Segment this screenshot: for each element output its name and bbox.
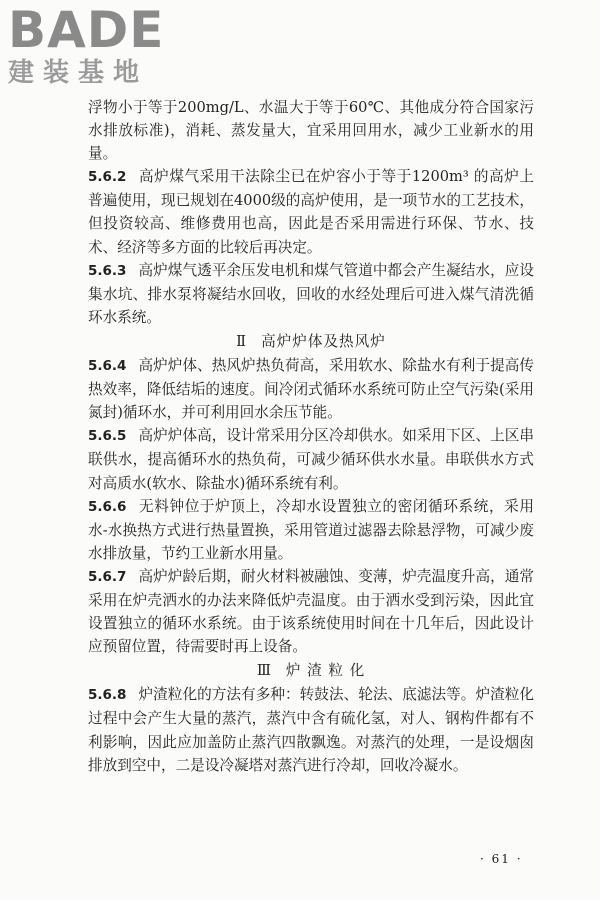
section-heading-2 xyxy=(88,330,534,353)
clause-5-6-6 xyxy=(88,495,534,565)
section-numeral: Ⅲ xyxy=(256,662,272,680)
page-number: · 61 · xyxy=(480,852,523,866)
clause-text: 高炉煤气采用干法除尘已在炉容小于等于1200m³ 的高炉上普遍使用，现已规划在4000级的高炉使用，是一项节水的工艺技术，但投资较高、维修费用也高，因此是否采用需进行环保、节水、技术、经济等多方面的比较后再决定。 xyxy=(88,168,534,256)
clause-number: 5.6.2 xyxy=(88,169,127,186)
clause-5-6-8 xyxy=(88,683,534,776)
clause-number: 5.6.8 xyxy=(88,687,127,704)
bade-logo xyxy=(8,1,178,88)
clause-number: 5.6.3 xyxy=(88,262,127,279)
clause-5-6-5 xyxy=(88,424,534,494)
clause-number: 5.6.6 xyxy=(88,498,127,515)
clause-number: 5.6.4 xyxy=(88,358,127,375)
section-title: 炉 渣 粒 化 xyxy=(285,662,366,680)
clause-text: 高炉炉体高，设计常采用分区冷却供水。如采用下区、上区串联供水，提高循环水的热负荷，可减少循环供水水量。串联供水方式对高质水(软水、除盐水)循环系统有利。 xyxy=(88,427,534,492)
clause-text: 无料钟位于炉顶上，冷却水设置独立的密闭循环系统，采用水-水换热方式进行热量置换，采用管道过滤器去除悬浮物，可减少废水排放量，节约工业新水用量。 xyxy=(88,497,534,562)
section-title: 高炉炉体及热风炉 xyxy=(261,332,386,350)
section-numeral: Ⅱ xyxy=(236,332,248,350)
clause-text: 炉渣粒化的方法有多种：转鼓法、轮法、底滤法等。炉渣粒化过程中会产生大量的蒸汽，蒸汽中含有硫化氢，对人、钢构件都有不利影响，因此应加盖防止蒸汽四散飘逸。对蒸汽的处理，一是设烟囱排放到空中，二是设冷凝塔对蒸汽进行冷却，回收冷凝水。 xyxy=(88,686,534,774)
clause-5-6-3 xyxy=(88,259,534,329)
logo-subtitle: 建装基地 xyxy=(8,58,149,88)
section-heading-3 xyxy=(88,659,534,682)
paragraph-continued xyxy=(88,96,534,165)
page-body xyxy=(88,96,534,777)
logo-wordmark: BADE xyxy=(8,1,165,59)
clause-text: 高炉炉龄后期，耐火材料被融蚀、变薄，炉壳温度升高，通常采用在炉壳洒水的办法来降低炉壳温度。由于洒水受到污染，因此宜设置独立的循环水系统。由于该系统使用时间在十几年后，因此设计应预留位置，待需要时再上设备。 xyxy=(88,567,534,656)
clause-text: 高炉炉体、热风炉热负荷高，采用软水、除盐水有利于提高传热效率，降低结垢的速度。间冷闭式循环水系统可防止空气污染(采用氮封)循环水，并可利用回水余压节能。 xyxy=(88,357,534,422)
clause-number: 5.6.7 xyxy=(88,568,127,585)
clause-text: 高炉煤气透平余压发电机和煤气管道中都会产生凝结水，应设集水坑、排水泵将凝结水回收，回收的水经处理后可进入煤气清洗循环水系统。 xyxy=(88,261,534,326)
paragraph-text: 浮物小于等于200mg/L、水温大于等于60℃、其他成分符合国家污水排放标准)，消耗、蒸发量大，宜采用回用水，减少工业新水的用量。 xyxy=(88,99,534,163)
clause-5-6-7 xyxy=(88,565,534,658)
clause-5-6-4 xyxy=(88,354,534,424)
clause-number: 5.6.5 xyxy=(88,428,127,445)
clause-5-6-2 xyxy=(88,165,534,258)
